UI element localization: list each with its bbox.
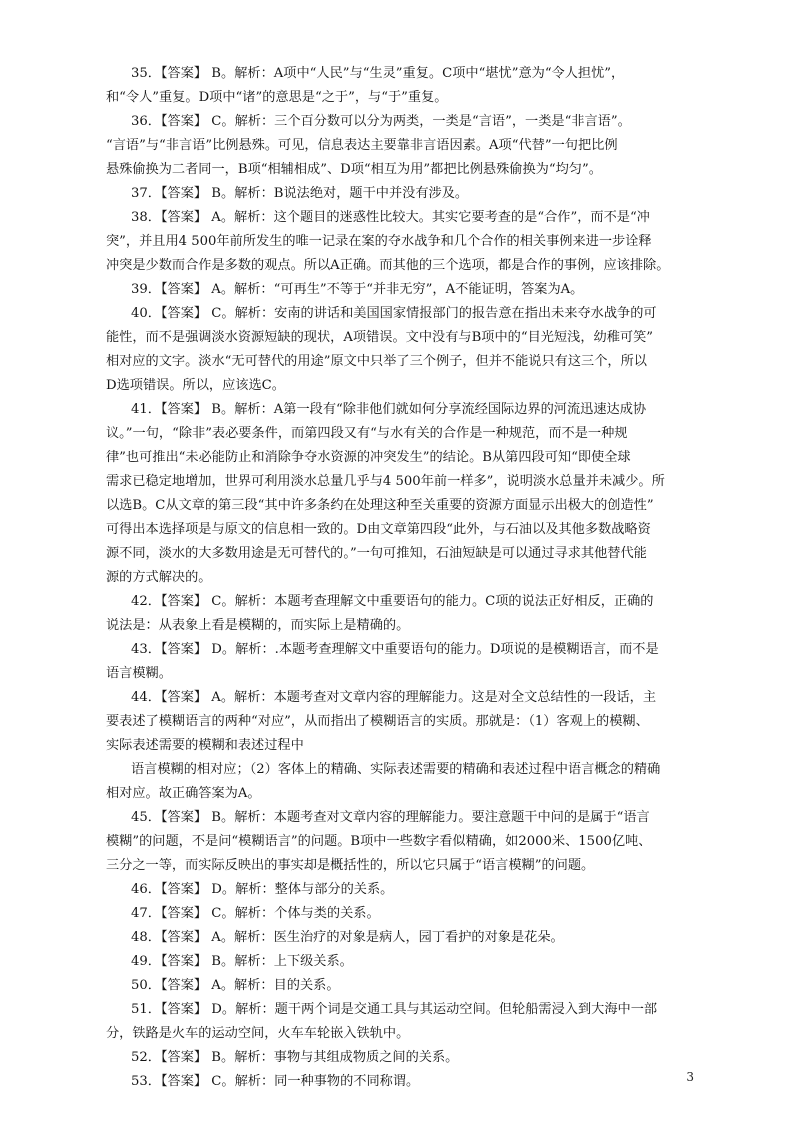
text-line: 需求已稳定地增加，世界可利用淡水总量几乎与4 500年前一样多”，说明淡水总量并未减少。所 (106, 474, 665, 489)
text-line: 语言模糊的相对应；（2）客体上的精确、实际表述需要的精确和表述过程中语言概念的精确 (131, 762, 661, 777)
text-line: 47．【答案】 C。解析：个体与类的关系。 (131, 906, 380, 921)
text-line: 48．【答案】 A。解析：医生治疗的对象是病人，园丁看护的对象是花朵。 (131, 930, 564, 945)
text-line: 说法是：从表象上看是模糊的，而实际上是精确的。 (106, 618, 410, 633)
text-line: 律”也可推出“未必能防止和消除争夺水资源的冲突发生”的结论。B从第四段可知“即使全球 (106, 450, 631, 465)
text-line: 39．【答案】 A。解析：“可再生”不等于“并非无穷”，A不能证明，答案为A。 (131, 282, 584, 297)
text-line: 能性，而不是强调淡水资源短缺的现状，A项错误。文中没有与B项中的“目光短浅，幼稚可笑” (106, 330, 654, 345)
text-line: 悬殊偷换为二者同一，B项“相辅相成”、D项“相互为用”都把比例悬殊偷换为“均匀”。 (106, 162, 602, 177)
text-line: 37．【答案】 B。解析：B说法绝对，题干中并没有涉及。 (131, 186, 469, 201)
text-line: 三分之一等，而实际反映出的事实却是概括性的，所以它只属于“语言模糊”的问题。 (106, 858, 595, 873)
text-line: D选项错误。所以，应该选C。 (106, 378, 285, 393)
text-line: 45．【答案】 B。解析：本题考查对文章内容的理解能力。要注意题干中问的是属于“语言 (131, 810, 650, 825)
text-line: 51．【答案】 D。解析：题干两个词是交通工具与其运动空间。但轮船需浸入到大海中一部 (131, 1002, 658, 1017)
text-line: 40．【答案】 C。解析：安南的讲话和美国国家情报部门的报告意在指出未来夺水战争的可 (131, 306, 657, 321)
text-line: 模糊”的问题，不是问“模糊语言”的问题。B项中一些数字看似精确，如2000米、1500亿吨、 (106, 834, 652, 849)
text-line: 相对应。故正确答案为A。 (106, 786, 261, 801)
text-line: 38．【答案】 A。解析：这个题目的迷惑性比较大。其实它要考查的是“合作”，而不是“冲 (131, 210, 650, 225)
text-line: 可得出本选择项是与原文的信息相一致的。D由文章第四段“此外，与石油以及其他多数战略资 (106, 522, 651, 537)
text-line: 52．【答案】 B。解析：事物与其组成物质之间的关系。 (131, 1050, 459, 1065)
text-line: 35．【答案】 B。解析：A项中“人民”与“生灵”重复。C项中“堪忧”意为“令人担忧”， (131, 66, 625, 81)
text-line: 实际表述需要的模糊和表述过程中 (106, 738, 304, 753)
text-line: 36．【答案】 C。解析：三个百分数可以分为两类，一类是“言语”，一类是“非言语”。 (131, 114, 631, 129)
text-line: 议。”一句，“除非”表必要条件，而第四段又有“与水有关的合作是一种规范，而不是一种规 (106, 426, 628, 441)
text-line: 语言模糊。 (106, 666, 172, 681)
text-line: 41．【答案】 B。解析：A第一段有“除非他们就如何分享流经国际边界的河流迅速达成协 (131, 402, 647, 417)
page-number: 3 (686, 1070, 694, 1084)
text-line: 冲突是少数而合作是多数的观点。所以A正确。而其他的三个选项，都是合作的事例，应该排除。 (106, 258, 670, 273)
text-line: 突”，并且用4 500年前所发生的唯一记录在案的夺水战争和几个合作的相关事例来进一步诠释 (106, 234, 652, 249)
answer-explanations (106, 62, 694, 1094)
text-line: “言语”与“非言语”比例悬殊。可见，信息表达主要靠非言语因素。A项“代替”一句把比例 (106, 138, 618, 153)
text-line: 和“令人”重复。D项中“诸”的意思是“之于”，与“于”重复。 (106, 90, 448, 105)
text-line: 要表述了模糊语言的两种“对应”，从而指出了模糊语言的实质。那就是：（1）客观上的模糊、 (106, 714, 649, 729)
text-line: 44．【答案】 A。解析：本题考查对文章内容的理解能力。这是对全文总结性的一段话，主 (131, 690, 657, 705)
text-line: 以选B。C从文章的第三段“其中许多条约在处理这种至关重要的资源方面显示出极大的创造性” (106, 498, 654, 513)
text-line: 源不同，淡水的大多数用途是无可替代的。”一句可推知，石油短缺是可以通过寻求其他替代能 (106, 546, 647, 561)
text-line: 43．【答案】 D。解析：.本题考查理解文中重要语句的能力。D项说的是模糊语言，而不是 (131, 642, 659, 657)
text-line: 相对应的文字。淡水“无可替代的用途”原文中只举了三个例子，但并不能说只有这三个，所以 (106, 354, 647, 369)
text-line: 源的方式解决的。 (106, 570, 212, 585)
text-line: 42．【答案】 C。解析：本题考查理解文中重要语句的能力。C项的说法正好相反，正确的 (131, 594, 654, 609)
text-line: 46．【答案】 D。解析：整体与部分的关系。 (131, 882, 394, 897)
text-line: 53．【答案】 C。解析：同一种事物的不同称谓。 (131, 1074, 420, 1089)
text-line: 50．【答案】 A。解析：目的关系。 (131, 978, 340, 993)
text-line: 分，铁路是火车的运动空间，火车车轮嵌入铁轨中。 (106, 1026, 410, 1041)
text-line: 49．【答案】 B。解析：上下级关系。 (131, 954, 353, 969)
